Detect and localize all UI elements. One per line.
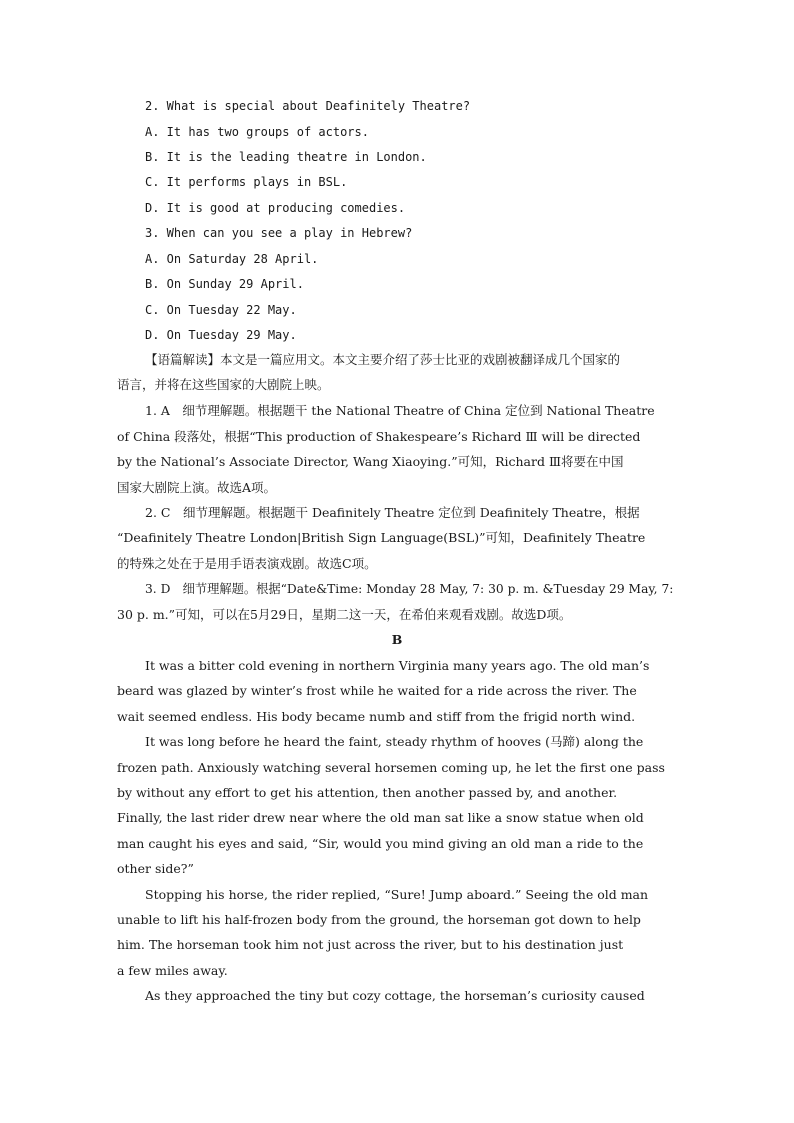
question-3-option-b: B. On Sunday 29 April.	[145, 277, 304, 291]
question-2-stem: 2. What is special about Deafinitely Theatre?	[145, 99, 471, 113]
question-2-option-c: C. It performs plays in BSL.	[145, 175, 348, 189]
passage-p3-line-4: a few miles away.	[117, 963, 228, 978]
passage-p2-line-2: frozen path. Anxiously watching several horsemen coming up, he let the first one pass	[117, 760, 665, 775]
passage-p2-line-6: other side?”	[117, 861, 194, 876]
passage-p3-line-1: Stopping his horse, the rider replied, “Sure! Jump aboard.” Seeing the old man	[145, 887, 649, 902]
section-b-heading: B	[391, 632, 403, 647]
answer-1-line-4: 国家大剧院上演。故选A项。	[117, 480, 277, 495]
question-3-option-c: C. On Tuesday 22 May.	[145, 303, 297, 317]
passage-p3-line-3: him. The horseman took him not just across the river, but to his destination just	[117, 937, 624, 952]
question-2-option-a: A. It has two groups of actors.	[145, 125, 369, 139]
question-3-option-a: A. On Saturday 28 April.	[145, 252, 319, 266]
passage-p2-line-1: It was long before he heard the faint, steady rhythm of hooves (马蹄) along the	[145, 734, 644, 749]
passage-p2-line-4: Finally, the last rider drew near where the old man sat like a snow statue when old	[117, 810, 644, 825]
passage-p2-line-5: man caught his eyes and said, “Sir, would you mind giving an old man a ride to the	[117, 836, 644, 851]
answer-2-line-1: 2. C 细节理解题。根据题干 Deafinitely Theatre 定位到 Deafinitely Theatre，根据	[145, 505, 640, 520]
answer-2-line-2: “Deafinitely Theatre London|British Sign Language(BSL)”可知，Deafinitely Theatre	[117, 530, 646, 545]
answer-1-line-3: by the National’s Associate Director, Wang Xiaoying.”可知，Richard Ⅲ将要在中国	[117, 454, 624, 469]
answer-3-line-2: 30 p. m.”可知，可以在5月29日，星期二这一天，在希伯来观看戏剧。故选D项。	[117, 607, 572, 622]
answer-1-line-2: of China 段落处，根据“This production of Shakespeare’s Richard Ⅲ will be directed	[117, 429, 641, 444]
passage-p3-line-2: unable to lift his half-frozen body from the ground, the horseman got down to help	[117, 912, 641, 927]
answer-2-line-3: 的特殊之处在于是用手语表演戏剧。故选C项。	[117, 556, 377, 571]
analysis-intro-line-2: 语言，并将在这些国家的大剧院上映。	[117, 377, 330, 392]
analysis-intro-line-1: 【语篇解读】本文是一篇应用文。本文主要介绍了莎士比亚的戏剧被翻译成几个国家的	[145, 352, 621, 367]
passage-p1-line-1: It was a bitter cold evening in northern Virginia many years ago. The old man’s	[145, 658, 650, 673]
question-2-option-d: D. It is good at producing comedies.	[145, 201, 406, 215]
passage-p2-line-3: by without any effort to get his attention, then another passed by, and another.	[117, 785, 618, 800]
question-2-option-b: B. It is the leading theatre in London.	[145, 150, 427, 164]
answer-3-line-1: 3. D 细节理解题。根据“Date&Time: Monday 28 May, 7: 30 p. m. &Tuesday 29 May, 7:	[145, 582, 674, 596]
passage-p4-line-1: As they approached the tiny but cozy cottage, the horseman’s curiosity caused	[145, 988, 645, 1003]
question-3-option-d: D. On Tuesday 29 May.	[145, 328, 297, 342]
answer-1-line-1: 1. A 细节理解题。根据题干 the National Theatre of China 定位到 National Theatre	[145, 403, 655, 418]
passage-p1-line-2: beard was glazed by winter’s frost while he waited for a ride across the river. The	[117, 683, 637, 698]
passage-p1-line-3: wait seemed endless. His body became numb and stiff from the frigid north wind.	[117, 709, 636, 724]
question-3-stem: 3. When can you see a play in Hebrew?	[145, 226, 413, 240]
